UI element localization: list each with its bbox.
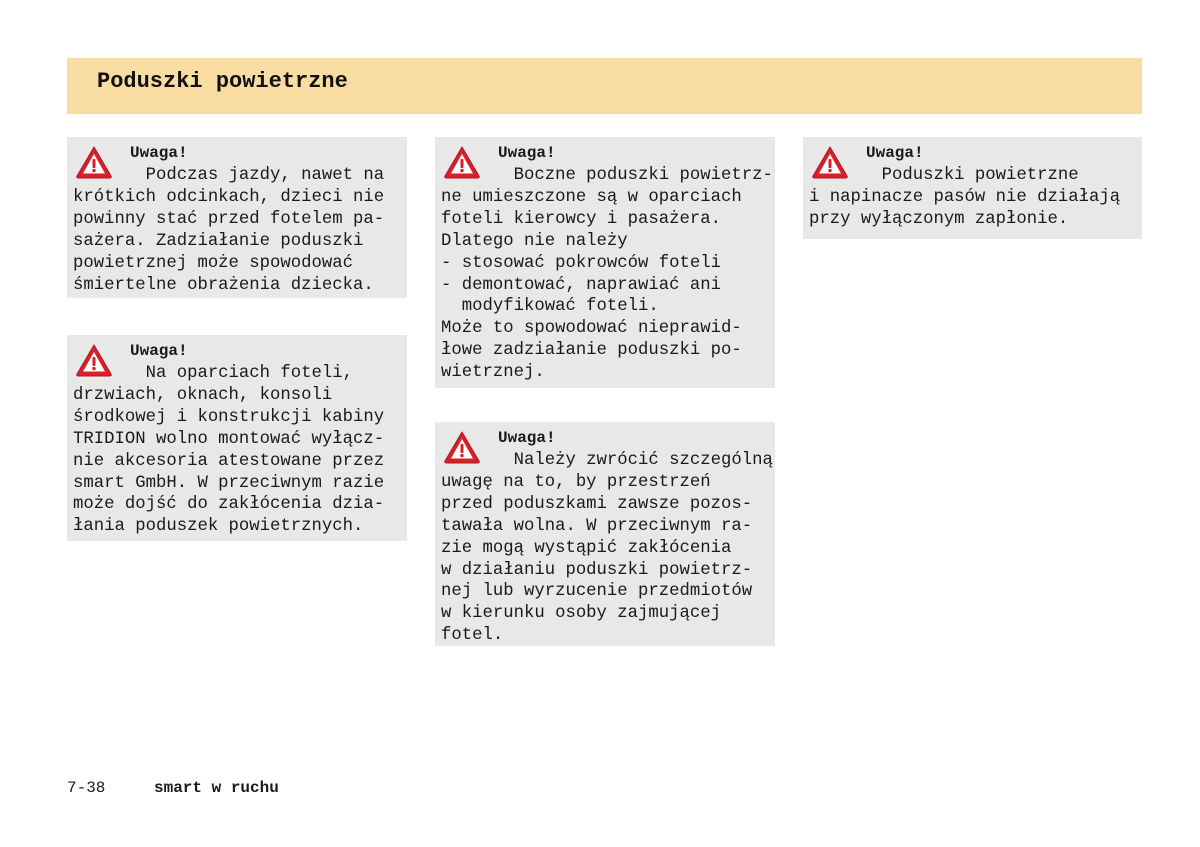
section-header (67, 58, 1142, 114)
page-number: 7-38 (67, 779, 106, 797)
warning-text: Na oparciach foteli, drzwiach, oknach, konsoli środkowej i konstrukcji kabiny TRIDION wolno montować wyłącz- nie akcesoria atestowane przez smart GmbH. W przeciwnym razie może dojść do zakłócenia dzia- łania poduszek powietrznych. (73, 364, 385, 537)
warning-box (435, 422, 775, 646)
warning-title: Uwaga! (130, 342, 188, 360)
warning-title: Uwaga! (866, 144, 924, 162)
section-name: smart w ruchu (154, 779, 279, 797)
warning-text: Podczas jazdy, nawet na krótkich odcinkach, dzieci nie powinny stać przed fotelem pa- sażera. Zadziałanie poduszki powietrznej może spowodować śmiertelne obrażenia dziecka. (73, 166, 385, 295)
warning-title: Uwaga! (130, 144, 188, 162)
warning-box (67, 137, 407, 298)
warning-title: Uwaga! (498, 429, 556, 447)
warning-title: Uwaga! (498, 144, 556, 162)
warning-box (803, 137, 1142, 239)
page-title: Poduszki powietrzne (97, 69, 348, 94)
warning-box (67, 335, 407, 541)
warning-text: Należy zwrócić szczególną uwagę na to, by przestrzeń przed poduszkami zawsze pozos- tawała wolna. W przeciwnym ra- zie mogą wystąpić zakłócenia w działaniu poduszki powietrz- nej lub wyrzucenie przedmiotów w kierunku osoby zajmującej fotel. (441, 451, 773, 646)
warning-text: Poduszki powietrzne i napinacze pasów nie działają przy wyłączonym zapłonie. (809, 166, 1121, 229)
warning-text: Boczne poduszki powietrz- ne umieszczone są w oparciach foteli kierowcy i pasażera. Dlatego nie należy - stosować pokrowców foteli - demontować, naprawiać ani modyfikować foteli. Może to spowodować nieprawid- łowe zadziałanie poduszki po- wietrznej. (441, 166, 773, 383)
warning-box (435, 137, 775, 388)
